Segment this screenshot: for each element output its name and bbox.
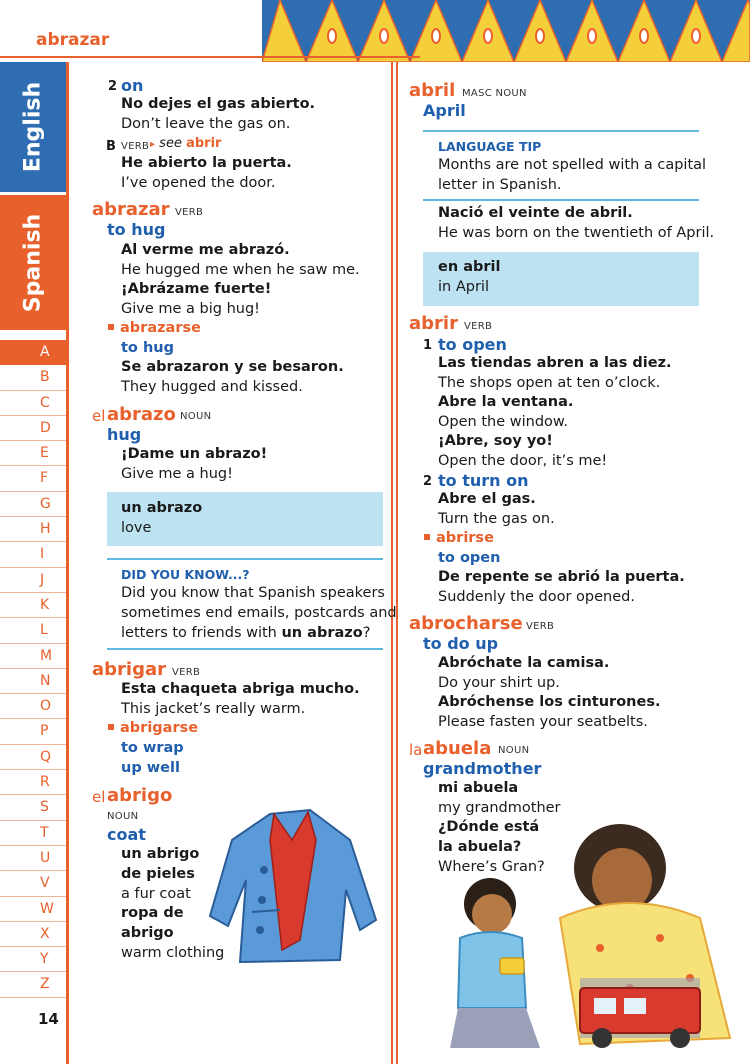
- tab-english-label: English: [20, 81, 46, 173]
- language-tip-heading: LANGUAGE TIP: [438, 139, 542, 154]
- entry-headword: abrazar: [92, 199, 170, 220]
- example-es: abrigo: [121, 925, 174, 941]
- letter-t[interactable]: T: [0, 821, 66, 846]
- entry-headword: abuela: [423, 738, 492, 759]
- example-es: un abrigo: [121, 846, 200, 862]
- example-es: la abuela?: [438, 839, 522, 855]
- page-number: 14: [38, 1010, 59, 1028]
- example-es: ¿Dónde está: [438, 819, 540, 835]
- example-en: I’ve opened the door.: [121, 175, 276, 191]
- tip-text: letters to friends with un abrazo?: [121, 625, 371, 641]
- part-of-speech: NOUN: [107, 811, 139, 822]
- letter-y[interactable]: Y: [0, 947, 66, 972]
- example-en: Give me a big hug!: [121, 301, 260, 317]
- example-en: Open the door, it’s me!: [438, 453, 608, 469]
- example-es: Abre el gas.: [438, 491, 536, 507]
- letter-x[interactable]: X: [0, 922, 66, 947]
- subentry: abrirse: [424, 530, 494, 546]
- letter-c[interactable]: C: [0, 391, 66, 416]
- entry-headword: abril: [409, 80, 456, 101]
- entry-headword: abrigar: [92, 659, 166, 680]
- phrase-es: en abril: [438, 259, 501, 275]
- letter-p[interactable]: P: [0, 719, 66, 744]
- did-you-know-heading: DID YOU KNOW...?: [121, 567, 250, 582]
- example-en: Please fasten your seatbelts.: [438, 714, 648, 730]
- entry-headword: abrazo: [107, 404, 176, 425]
- translation: to hug: [121, 340, 174, 356]
- example-en: warm clothing: [121, 945, 225, 961]
- tip-rule-top: [423, 130, 699, 132]
- tip-text: Did you know that Spanish speakers: [121, 585, 385, 601]
- article: el: [92, 407, 106, 425]
- translation: up well: [121, 760, 180, 776]
- letter-s[interactable]: S: [0, 795, 66, 820]
- header-rule: [0, 56, 420, 58]
- tab-spanish[interactable]: [0, 195, 66, 330]
- part-of-speech: VERB: [526, 621, 555, 632]
- example-en: They hugged and kissed.: [121, 379, 303, 395]
- part-of-speech: VERB: [175, 207, 204, 218]
- example-es: Al verme me abrazó.: [121, 242, 290, 258]
- letter-w[interactable]: W: [0, 897, 66, 922]
- letter-h[interactable]: H: [0, 517, 66, 542]
- tab-spanish-label: Spanish: [20, 213, 46, 312]
- translation: to turn on: [438, 471, 529, 490]
- column-divider-left: [391, 62, 393, 1064]
- left-margin-rule: [66, 62, 69, 1064]
- example-es: No dejes el gas abierto.: [121, 96, 316, 112]
- translation: to wrap: [121, 740, 184, 756]
- part-of-speech: MASC NOUN: [462, 88, 527, 99]
- cross-ref: ▸ see abrir: [150, 136, 222, 151]
- example-en: my grandmother: [438, 800, 561, 816]
- letter-f[interactable]: F: [0, 466, 66, 491]
- tip-rule-top: [107, 558, 383, 560]
- letter-q[interactable]: Q: [0, 745, 66, 770]
- letter-b[interactable]: B: [0, 365, 66, 390]
- example-es: Esta chaqueta abriga mucho.: [121, 681, 360, 697]
- sense-number: 1: [423, 338, 433, 353]
- example-es: ¡Abrázame fuerte!: [121, 281, 272, 297]
- example-en: The shops open at ten o’clock.: [438, 375, 661, 391]
- example-es: Se abrazaron y se besaron.: [121, 359, 344, 375]
- letter-o[interactable]: O: [0, 694, 66, 719]
- translation: on: [121, 76, 144, 95]
- tip-text: sometimes end emails, postcards and: [121, 605, 397, 621]
- example-es: ropa de: [121, 905, 184, 921]
- example-es: Las tiendas abren a las diez.: [438, 355, 672, 371]
- part-of-speech: VERB: [121, 141, 150, 152]
- letter-z[interactable]: Z: [0, 972, 66, 997]
- example-en: This jacket’s really warm.: [121, 701, 306, 717]
- example-en: Give me a hug!: [121, 466, 233, 482]
- example-es: de pieles: [121, 866, 195, 882]
- example-en: He was born on the twentieth of April.: [438, 225, 715, 241]
- phrase-es: un abrazo: [121, 500, 203, 516]
- example-es: ¡Dame un abrazo!: [121, 446, 268, 462]
- translation: to do up: [423, 634, 499, 653]
- example-es: De repente se abrió la puerta.: [438, 569, 685, 585]
- letter-n[interactable]: N: [0, 669, 66, 694]
- translation: to hug: [107, 220, 166, 239]
- entry-headword: abrocharse: [409, 613, 523, 634]
- letter-e[interactable]: E: [0, 441, 66, 466]
- part-of-speech: VERB: [172, 667, 201, 678]
- translation: to open: [438, 335, 507, 354]
- part-of-speech: VERB: [464, 321, 493, 332]
- part-of-speech: NOUN: [498, 745, 530, 756]
- column-divider-right: [396, 62, 398, 1064]
- tip-text: letter in Spanish.: [438, 177, 562, 193]
- subentry: abrazarse: [108, 320, 201, 336]
- sense-letter: B: [106, 139, 116, 154]
- subentry: abrigarse: [108, 720, 198, 736]
- example-en: He hugged me when he saw me.: [121, 262, 360, 278]
- article: el: [92, 788, 106, 806]
- translation: to open: [438, 550, 501, 566]
- sense-number: 2: [423, 474, 433, 489]
- grandmother-illustration: [430, 808, 748, 1058]
- example-en: Open the window.: [438, 414, 569, 430]
- example-es: Abre la ventana.: [438, 394, 574, 410]
- letter-m[interactable]: M: [0, 644, 66, 669]
- example-es: He abierto la puerta.: [121, 155, 292, 171]
- example-es: Abróchense los cinturones.: [438, 694, 661, 710]
- letter-k[interactable]: K: [0, 593, 66, 618]
- translation: coat: [107, 825, 146, 844]
- tip-rule-bottom: [107, 648, 383, 650]
- example-en: Don’t leave the gas on.: [121, 116, 291, 132]
- letter-u[interactable]: U: [0, 846, 66, 871]
- alphabet-index: [0, 340, 66, 998]
- example-es: Nació el veinte de abril.: [438, 205, 633, 221]
- tab-english[interactable]: [0, 62, 66, 192]
- example-en: Suddenly the door opened.: [438, 589, 635, 605]
- example-es: mi abuela: [438, 780, 519, 796]
- running-headword: abrazar: [36, 30, 110, 50]
- tip-text: Months are not spelled with a capital: [438, 157, 707, 173]
- letter-d[interactable]: D: [0, 416, 66, 441]
- letter-j[interactable]: J: [0, 568, 66, 593]
- phrase-en: love: [121, 520, 152, 536]
- translation: hug: [107, 425, 142, 444]
- example-es: Abróchate la camisa.: [438, 655, 610, 671]
- part-of-speech: NOUN: [180, 411, 212, 422]
- letter-r[interactable]: R: [0, 770, 66, 795]
- article: la: [409, 741, 423, 759]
- example-en: Turn the gas on.: [438, 511, 555, 527]
- example-es: ¡Abre, soy yo!: [438, 433, 553, 449]
- tip-rule-bottom: [423, 199, 699, 201]
- example-en: a fur coat: [121, 886, 191, 902]
- letter-v[interactable]: V: [0, 871, 66, 896]
- coat-illustration: [200, 800, 386, 970]
- translation: April: [423, 101, 466, 120]
- bunting-banner-illustration: [262, 0, 750, 62]
- letter-l[interactable]: L: [0, 618, 66, 643]
- phrase-en: in April: [438, 279, 489, 295]
- letter-i[interactable]: I: [0, 542, 66, 567]
- translation: grandmother: [423, 759, 542, 778]
- example-en: Do your shirt up.: [438, 675, 560, 691]
- example-en: Where’s Gran?: [438, 859, 545, 875]
- entry-headword: abrigo: [107, 785, 173, 806]
- letter-a[interactable]: A: [0, 340, 66, 365]
- entry-headword: abrir: [409, 313, 458, 334]
- letter-g[interactable]: G: [0, 492, 66, 517]
- sense-number: 2: [108, 79, 118, 94]
